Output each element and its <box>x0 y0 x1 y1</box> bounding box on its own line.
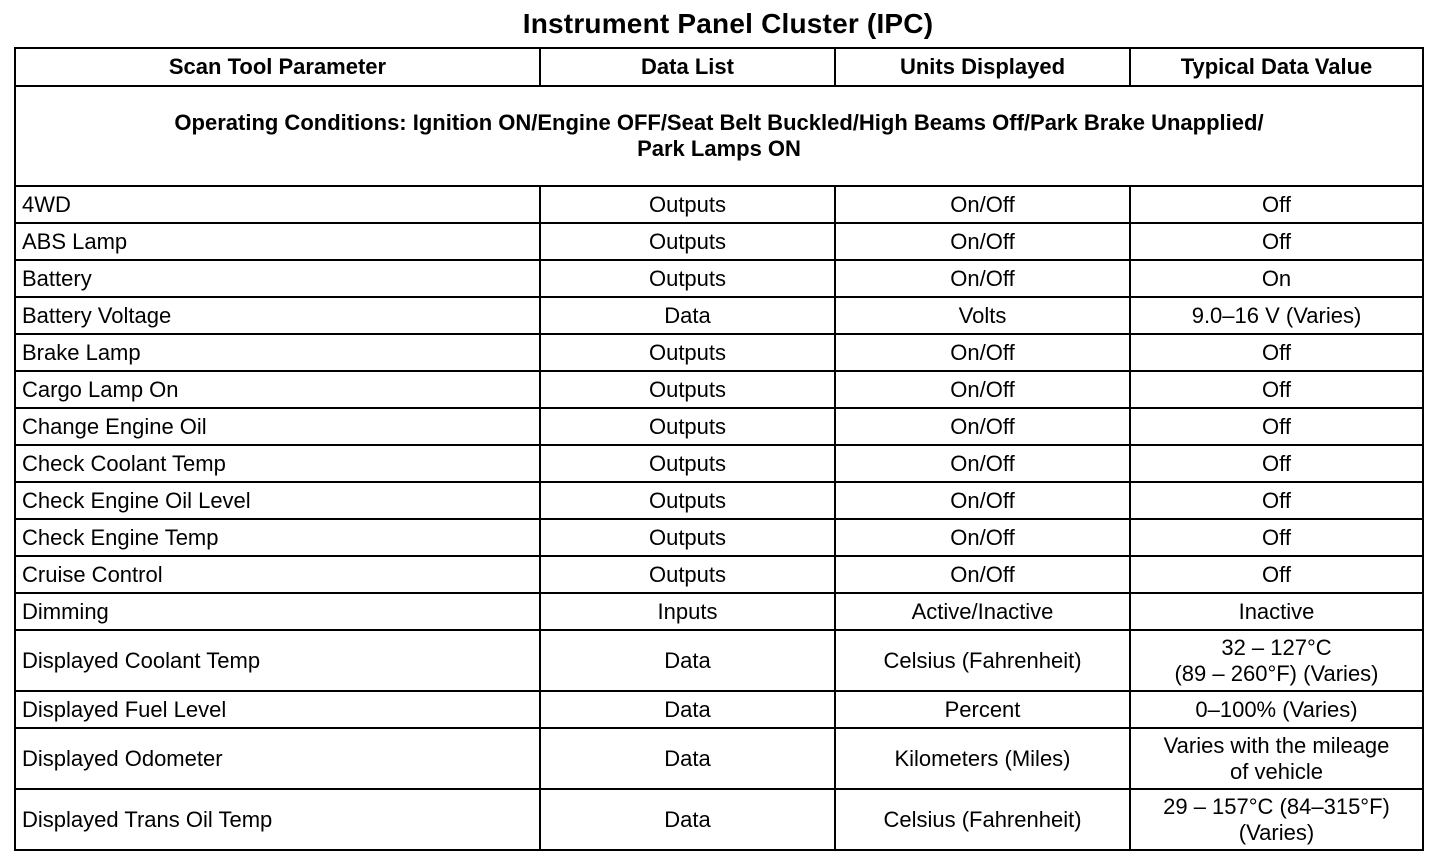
table-row <box>15 297 1423 334</box>
cell-data-list: Outputs <box>540 223 835 260</box>
cell-typical-data-value <box>1130 593 1423 630</box>
cell-units-displayed: On/Off <box>835 408 1130 445</box>
cell-scan-tool-parameter: Check Engine Oil Level <box>15 482 540 519</box>
cell-units-displayed: On/Off <box>835 223 1130 260</box>
cell-data-list: Outputs <box>540 482 835 519</box>
cell-data-list: Outputs <box>540 445 835 482</box>
typical-value-line: Off <box>1262 487 1291 513</box>
cell-units-displayed: On/Off <box>835 186 1130 223</box>
cell-typical-data-value <box>1130 789 1423 850</box>
typical-value-line: On <box>1261 265 1292 291</box>
cell-units-displayed: Percent <box>835 691 1130 728</box>
header-typical-data-value: Typical Data Value <box>1130 48 1423 86</box>
typical-value-line: Off <box>1262 376 1291 402</box>
cell-scan-tool-parameter: Brake Lamp <box>15 334 540 371</box>
typical-value-line: 9.0–16 V (Varies) <box>1191 302 1362 328</box>
table-row <box>15 186 1423 223</box>
cell-units-displayed: Celsius (Fahrenheit) <box>835 630 1130 691</box>
cell-units-displayed: On/Off <box>835 482 1130 519</box>
cell-units-displayed: On/Off <box>835 519 1130 556</box>
cell-scan-tool-parameter: Check Engine Temp <box>15 519 540 556</box>
table-row <box>15 371 1423 408</box>
cell-units-displayed: On/Off <box>835 260 1130 297</box>
cell-typical-data-value <box>1130 445 1423 482</box>
cell-data-list: Data <box>540 789 835 850</box>
cell-units-displayed: On/Off <box>835 371 1130 408</box>
typical-value-line: (89 – 260°F) (Varies) <box>1174 660 1379 686</box>
cell-typical-data-value <box>1130 334 1423 371</box>
table-row <box>15 334 1423 371</box>
table-header-row <box>15 48 1423 86</box>
cell-typical-data-value <box>1130 630 1423 691</box>
cell-typical-data-value <box>1130 371 1423 408</box>
cell-data-list: Outputs <box>540 519 835 556</box>
cell-scan-tool-parameter: Battery Voltage <box>15 297 540 334</box>
cell-data-list: Data <box>540 728 835 789</box>
cell-scan-tool-parameter: 4WD <box>15 186 540 223</box>
typical-value-line: Off <box>1262 413 1291 439</box>
typical-value-line: (Varies) <box>1238 819 1315 845</box>
typical-value-line: 32 – 127°C <box>1221 634 1332 660</box>
typical-value-line: 29 – 157°C (84–315°F) <box>1163 793 1390 819</box>
operating-conditions-row <box>15 86 1423 186</box>
typical-value-line: 0–100% (Varies) <box>1195 696 1358 722</box>
cell-scan-tool-parameter: ABS Lamp <box>15 223 540 260</box>
cell-data-list: Data <box>540 630 835 691</box>
cell-scan-tool-parameter: Check Coolant Temp <box>15 445 540 482</box>
cell-scan-tool-parameter: Cruise Control <box>15 556 540 593</box>
cell-typical-data-value <box>1130 297 1423 334</box>
cell-data-list: Outputs <box>540 186 835 223</box>
typical-value-line: Off <box>1262 191 1291 217</box>
cell-data-list: Outputs <box>540 408 835 445</box>
page-title: Instrument Panel Cluster (IPC) <box>522 8 934 39</box>
cell-scan-tool-parameter: Change Engine Oil <box>15 408 540 445</box>
cell-data-list: Outputs <box>540 260 835 297</box>
typical-value-line: Off <box>1262 339 1291 365</box>
cell-scan-tool-parameter: Displayed Fuel Level <box>15 691 540 728</box>
cell-typical-data-value <box>1130 482 1423 519</box>
typical-value-line: Off <box>1262 524 1291 550</box>
table-row <box>15 593 1423 630</box>
typical-value-line: Off <box>1262 450 1291 476</box>
cell-scan-tool-parameter: Displayed Odometer <box>15 728 540 789</box>
typical-value-line: Varies with the mileage <box>1163 732 1390 758</box>
table-row <box>15 556 1423 593</box>
table-row <box>15 223 1423 260</box>
cell-data-list: Outputs <box>540 334 835 371</box>
header-data-list: Data List <box>540 48 835 86</box>
table-row <box>15 408 1423 445</box>
cell-data-list: Outputs <box>540 556 835 593</box>
operating-conditions <box>15 86 1423 186</box>
cell-scan-tool-parameter: Displayed Trans Oil Temp <box>15 789 540 850</box>
cell-typical-data-value <box>1130 223 1423 260</box>
typical-value-line: Off <box>1262 561 1291 587</box>
cell-units-displayed: Celsius (Fahrenheit) <box>835 789 1130 850</box>
cell-scan-tool-parameter: Cargo Lamp On <box>15 371 540 408</box>
cell-typical-data-value <box>1130 186 1423 223</box>
table-row <box>15 482 1423 519</box>
typical-value-line: of vehicle <box>1230 758 1323 784</box>
operating-conditions-line-2: Park Lamps ON <box>637 136 801 161</box>
operating-conditions-line-1: Operating Conditions: Ignition ON/Engine OFF/Seat Belt Buckled/High Beams Off/Park Brake Unapplied/ <box>174 110 1264 135</box>
header-scan-tool-parameter: Scan Tool Parameter <box>15 48 540 86</box>
cell-typical-data-value <box>1130 260 1423 297</box>
table-row <box>15 445 1423 482</box>
cell-units-displayed: On/Off <box>835 445 1130 482</box>
cell-data-list: Data <box>540 691 835 728</box>
table-row <box>15 519 1423 556</box>
cell-units-displayed: On/Off <box>835 334 1130 371</box>
typical-value-line: Inactive <box>1238 598 1315 624</box>
cell-units-displayed: Volts <box>835 297 1130 334</box>
cell-units-displayed: Kilometers (Miles) <box>835 728 1130 789</box>
cell-data-list: Outputs <box>540 371 835 408</box>
typical-value-line: Off <box>1262 228 1291 254</box>
cell-typical-data-value <box>1130 556 1423 593</box>
cell-typical-data-value <box>1130 519 1423 556</box>
header-units-displayed: Units Displayed <box>835 48 1130 86</box>
cell-scan-tool-parameter: Displayed Coolant Temp <box>15 630 540 691</box>
table-row <box>15 789 1423 850</box>
cell-data-list: Inputs <box>540 593 835 630</box>
cell-units-displayed: Active/Inactive <box>835 593 1130 630</box>
table-row <box>15 728 1423 789</box>
cell-scan-tool-parameter: Dimming <box>15 593 540 630</box>
cell-typical-data-value <box>1130 691 1423 728</box>
cell-typical-data-value <box>1130 408 1423 445</box>
cell-typical-data-value <box>1130 728 1423 789</box>
table-row <box>15 630 1423 691</box>
table-row <box>15 691 1423 728</box>
table-row <box>15 260 1423 297</box>
cell-scan-tool-parameter: Battery <box>15 260 540 297</box>
ipc-parameter-table <box>14 47 1424 851</box>
cell-units-displayed: On/Off <box>835 556 1130 593</box>
cell-data-list: Data <box>540 297 835 334</box>
